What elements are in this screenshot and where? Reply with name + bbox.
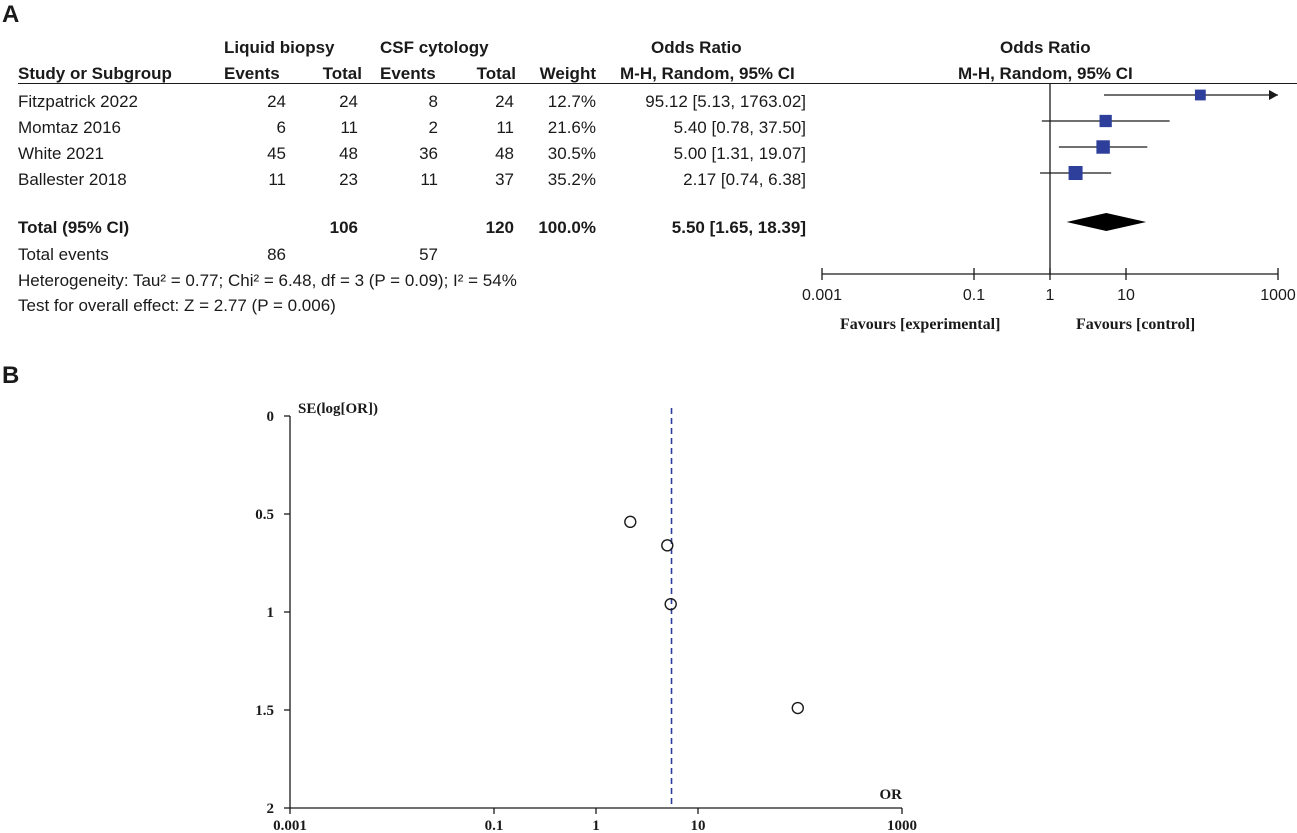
funnel-y-tick-label: 2 [266,801,274,817]
study-name: White 2021 [18,144,104,163]
funnel-x-tick-label: 0.001 [273,818,307,833]
total2-value: 11 [496,118,514,137]
ci-value: 5.00 [1.31, 19.07] [673,144,806,163]
funnel-study-point [625,516,636,527]
funnel-x-tick-label: 1 [592,818,600,833]
funnel-y-tick-label: 0.5 [255,507,274,523]
col-header-events2: Events [380,64,436,83]
funnel-x-tick-label: 0.1 [484,818,504,833]
total2-value: 48 [495,144,514,163]
funnel-study-point [662,540,673,551]
weight-value: 35.2% [547,170,596,189]
liquid-biopsy-header: Liquid biopsy [224,38,335,57]
funnel-y-tick-label: 1.5 [255,703,274,719]
total2-value: 24 [495,92,514,111]
col-header-total2: Total [476,64,516,83]
forest-x-tick-label: 10 [1117,287,1135,304]
total-weight: 100.0% [538,218,596,237]
events1-value: 24 [267,92,286,111]
events2-value: 2 [428,118,438,137]
study-name: Momtaz 2016 [18,118,121,137]
weight-value: 30.5% [547,144,596,163]
ci-value: 95.12 [5.13, 1763.02] [645,92,806,111]
overall-effect-text: Test for overall effect: Z = 2.77 (P = 0.006) [18,296,336,315]
funnel-x-tick-label: 10 [690,818,706,833]
panel-b-label: B [2,362,20,389]
col-header-study: Study or Subgroup [18,64,172,83]
study-name: Fitzpatrick 2022 [18,92,138,111]
total-label: Total (95% CI) [18,218,130,237]
heterogeneity-text: Heterogeneity: Tau² = 0.77; Chi² = 6.48, df = 3 (P = 0.09); I² = 54% [18,271,517,290]
funnel-y-axis-label: SE(log[OR]) [298,401,378,417]
csf-cytology-header: CSF cytology [380,38,489,57]
total1-value: 24 [339,92,358,111]
forest-x-tick-label: 1 [1045,287,1055,304]
events2-value: 36 [419,144,438,163]
funnel-study-point [665,599,676,610]
funnel-x-tick-label: 1000 [887,818,917,833]
total1-value: 11 [340,118,358,137]
total2-sum: 120 [485,218,514,237]
events1-value: 11 [268,170,286,189]
odds-ratio-header-left: Odds Ratio [651,38,742,57]
panel-a-label: A [2,1,20,28]
funnel-study-point [792,703,803,714]
weight-value: 12.7% [547,92,596,111]
forest-x-tick-label: 0.1 [962,287,986,304]
col-header-total1: Total [322,64,362,83]
study-name: Ballester 2018 [18,170,127,189]
col-header-weight: Weight [539,64,596,83]
funnel-y-tick-label: 1 [266,605,274,621]
col-header-method-left: M-H, Random, 95% CI [620,64,795,83]
favours-control-label: Favours [control] [1076,316,1196,333]
funnel-x-axis-label: OR [879,787,902,803]
col-header-events1: Events [224,64,280,83]
funnel-y-tick-label: 0 [266,409,274,425]
total-ci: 5.50 [1.65, 18.39] [671,218,806,237]
total-events2: 57 [419,245,438,264]
ci-value: 5.40 [0.78, 37.50] [673,118,806,137]
forest-x-tick-label: 1000 [1260,287,1296,304]
ci-value: 2.17 [0.74, 6.38] [683,170,806,189]
favours-experimental-label: Favours [experimental] [840,316,1001,333]
events2-value: 11 [420,170,438,189]
total2-value: 37 [495,170,514,189]
total-events1: 86 [267,245,286,264]
weight-value: 21.6% [547,118,596,137]
total1-value: 48 [339,144,358,163]
events1-value: 6 [276,118,286,137]
col-header-method-right: M-H, Random, 95% CI [958,64,1133,83]
forest-x-tick-label: 0.001 [801,287,843,304]
events1-value: 45 [267,144,286,163]
odds-ratio-header-right: Odds Ratio [1000,38,1091,57]
events2-value: 8 [428,92,438,111]
total-events-label: Total events [18,245,109,264]
total1-sum: 106 [329,218,358,237]
total1-value: 23 [339,170,358,189]
